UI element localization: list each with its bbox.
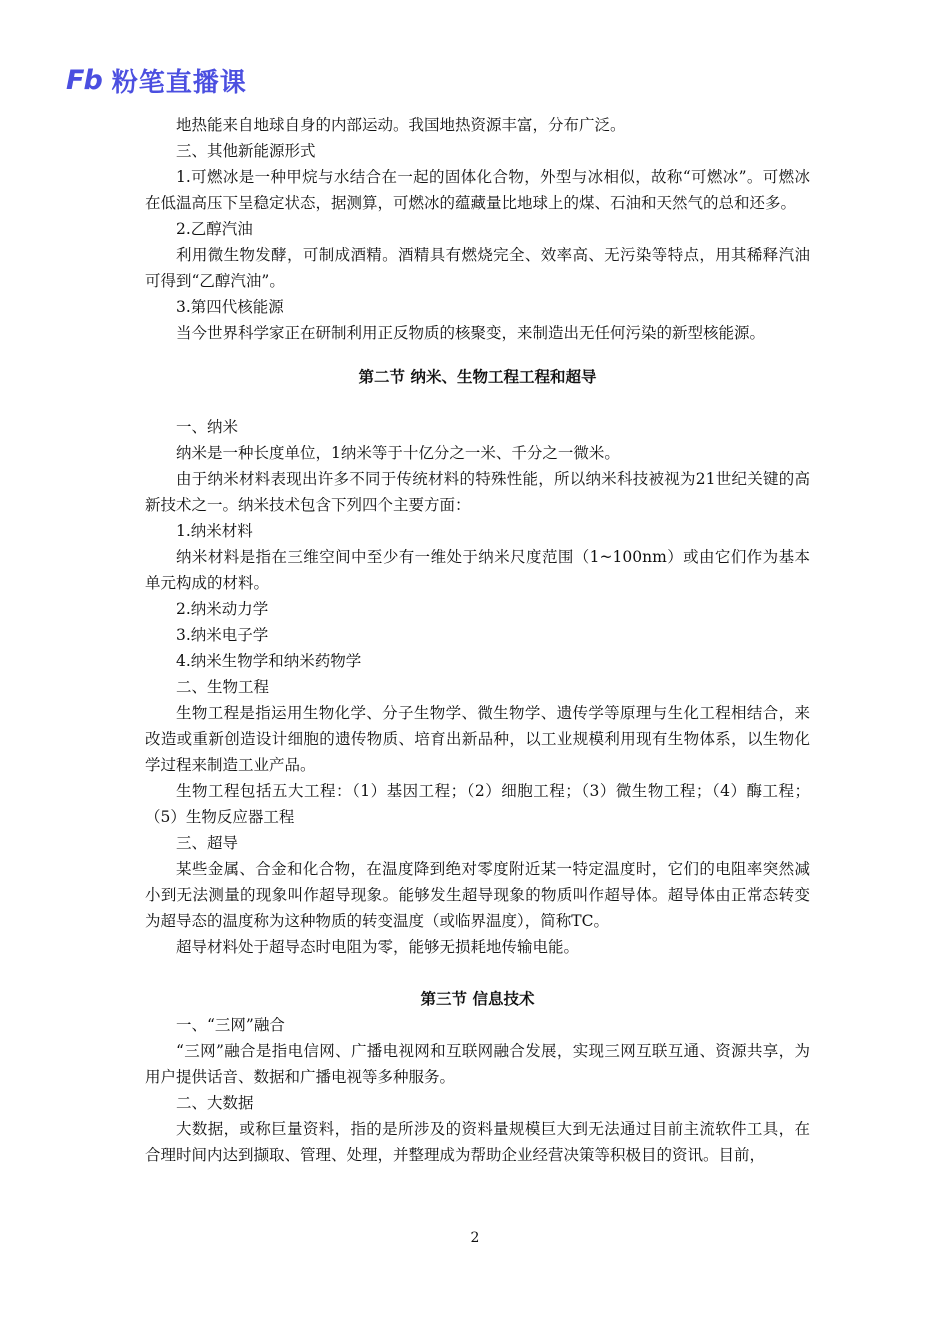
paragraph: “三网”融合是指电信网、广播电视网和互联网融合发展，实现三网互联互通、资源共享，为用户提供话音、数据和广播电视等多种服务。: [145, 1042, 810, 1086]
fb-logo-icon: Fb: [66, 64, 102, 96]
subheading: 3.第四代核能源: [176, 298, 284, 316]
section-heading: 二、生物工程: [176, 678, 270, 696]
paragraph: 由于纳米材料表现出许多不同于传统材料的特殊性能，所以纳米科技被视为21世纪关键的高新技术之一。纳米技术包含下列四个主要方面：: [145, 470, 810, 514]
paragraph: 大数据，或称巨量资料，指的是所涉及的资料量规模巨大到无法通过目前主流软件工具，在合理时间内达到撷取、管理、处理，并整理成为帮助企业经营决策等积极目的资讯。目前，: [145, 1120, 810, 1164]
subheading: 2.纳米动力学: [176, 600, 269, 618]
paragraph: 当今世界科学家正在研制利用正反物质的核聚变，来制造出无任何污染的新型核能源。: [176, 324, 766, 342]
paragraph: 利用微生物发酵，可制成酒精。酒精具有燃烧完全、效率高、无污染等特点，用其稀释汽油可得到“乙醇汽油”。: [145, 246, 810, 290]
paragraph: 1.可燃冰是一种甲烷与水结合在一起的固体化合物，外型与冰相似，故称“可燃冰”。可燃冰在低温高压下呈稳定状态，据测算，可燃冰的蕴藏量比地球上的煤、石油和天然气的总和还多。: [145, 168, 810, 212]
chapter-title: 第二节 纳米、生物工程工程和超导: [358, 368, 597, 386]
paragraph: 纳米材料是指在三维空间中至少有一维处于纳米尺度范围（1~100nm）或由它们作为基本单元构成的材料。: [145, 548, 810, 592]
paragraph: 地热能来自地球自身的内部运动。我国地热资源丰富，分布广泛。: [176, 116, 626, 134]
paragraph: 超导材料处于超导态时电阻为零，能够无损耗地传输电能。: [176, 938, 580, 956]
paragraph: 生物工程包括五大工程：（1）基因工程；（2）细胞工程；（3）微生物工程；（4）酶工程；（5）生物反应器工程: [145, 782, 810, 826]
section-heading: 三、其他新能源形式: [176, 142, 316, 160]
subheading: 2.乙醇汽油: [176, 220, 253, 238]
brand-name: 粉笔直播课: [111, 67, 247, 98]
paragraph: 纳米是一种长度单位，1纳米等于十亿分之一米、千分之一微米。: [176, 444, 620, 462]
section-heading: 二、大数据: [176, 1094, 254, 1112]
chapter-title: 第三节 信息技术: [420, 990, 535, 1008]
page-number: 2: [470, 1230, 480, 1246]
subheading: 4.纳米生物学和纳米药物学: [176, 652, 362, 670]
section-heading: 三、超导: [176, 834, 239, 852]
subheading: 3.纳米电子学: [176, 626, 269, 644]
section-heading: 一、纳米: [176, 418, 239, 436]
paragraph: 某些金属、合金和化合物，在温度降到绝对零度附近某一特定温度时，它们的电阻率突然减小到无法测量的现象叫作超导现象。能够发生超导现象的物质叫作超导体。超导体由正常态转变为超导态的温度称为这种物质的转变温度（或临界温度），简称TC。: [145, 860, 810, 930]
brand-logo: [66, 60, 247, 100]
subheading: 1.纳米材料: [176, 522, 253, 540]
section-heading: 一、“三网”融合: [176, 1016, 285, 1034]
paragraph: 生物工程是指运用生物化学、分子生物学、微生物学、遗传学等原理与生化工程相结合，来改造或重新创造设计细胞的遗传物质、培育出新品种，以工业规模利用现有生物体系，以生物化学过程来制造工业产品。: [145, 704, 810, 774]
document-body: [145, 112, 810, 1168]
